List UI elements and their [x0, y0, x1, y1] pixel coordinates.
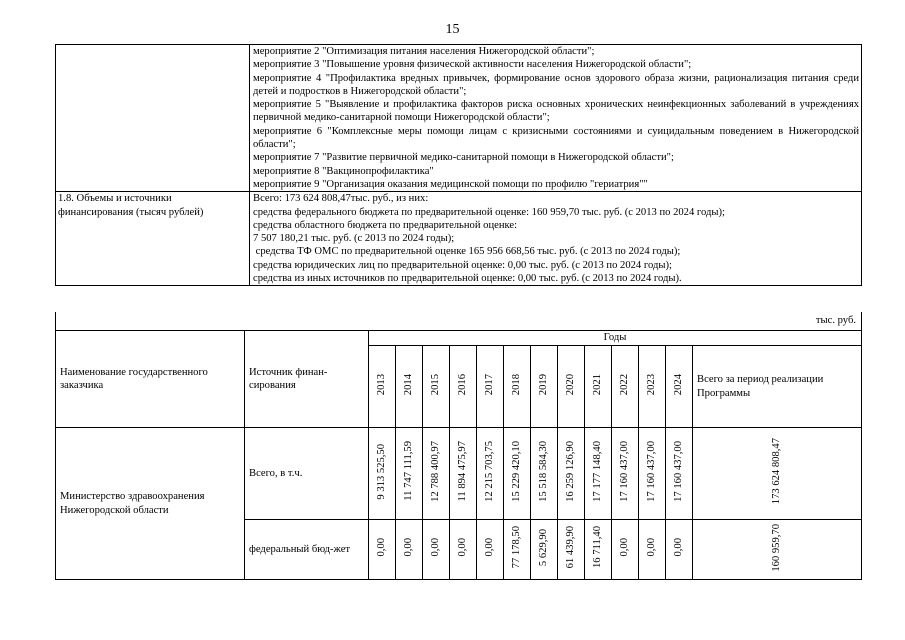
measure-line: мероприятие 5 "Выявление и профилактика факторов риска основных хронических неинфекционных заболеваний в учреждениях первичной медико-санитарной помощи Нижегородской области"; — [253, 99, 859, 124]
measure-line: мероприятие 4 "Профилактика вредных привычек, формирование основ здорового образа жизни, рационализация питания среди детей и подростков в Нижегородской области"; — [253, 72, 859, 97]
total-value: 173 624 808,47 — [771, 438, 782, 505]
funding-label: финансирования (тысяч рублей) — [58, 206, 204, 218]
source-header: Источник финан-сирования — [245, 331, 369, 428]
year-header: 2022 — [612, 346, 639, 428]
finance-table — [55, 312, 862, 580]
value-cell: 16 711,40 — [592, 526, 603, 569]
funding-line: 7 507 180,21 тыс. руб. (с 2013 по 2024 годы); — [253, 233, 455, 245]
measures-label-cell — [56, 45, 250, 192]
measures-cell — [250, 45, 862, 192]
value-cell: 0,00 — [403, 538, 414, 557]
total-header: Всего за период реализации Программы — [693, 346, 862, 428]
customer-name: Министерство здравоохранения Нижегородской области — [56, 428, 245, 580]
funding-cell — [250, 192, 862, 286]
measures-row — [56, 45, 862, 192]
year-header: 2017 — [477, 346, 504, 428]
value-cell: 0,00 — [457, 538, 468, 557]
value-cell: 12 215 703,75 — [484, 440, 495, 502]
value-cell: 12 788 400,97 — [430, 440, 441, 502]
year-header: 2016 — [450, 346, 477, 428]
year-header: 2019 — [531, 346, 558, 428]
value-cell: 17 160 437,00 — [646, 440, 657, 502]
year-header: 2024 — [666, 346, 693, 428]
funding-line: средства из иных источников по предварительной оценке: 0,00 тыс. руб. (с 2013 по 2024 годы). — [253, 273, 682, 285]
total-value: 160 959,70 — [771, 523, 782, 572]
value-cell: 0,00 — [673, 538, 684, 557]
year-header: 2020 — [558, 346, 585, 428]
value-cell: 16 259 126,90 — [565, 440, 576, 502]
passport-table — [55, 44, 862, 286]
measure-line: мероприятие 6 "Комплексные меры помощи лицам с кризисными состояниями и суицидальным поведением в Нижегородской области"; — [253, 125, 859, 151]
value-cell: 61 439,90 — [565, 526, 576, 569]
measure-line: мероприятие 9 "Организация оказания медицинской помощи по профилю "гериатрия"" — [253, 178, 648, 190]
years-header: Годы — [369, 331, 862, 346]
value-cell: 0,00 — [430, 538, 441, 557]
value-cell: 17 177 148,40 — [592, 440, 603, 502]
funding-label-cell — [56, 192, 250, 286]
source-label: федеральный бюд-жет — [245, 520, 369, 580]
value-cell: 0,00 — [376, 538, 387, 557]
value-cell: 0,00 — [646, 538, 657, 557]
measure-line: мероприятие 2 "Оптимизация питания населения Нижегородской области"; — [253, 46, 595, 57]
year-header: 2014 — [396, 346, 423, 428]
value-cell: 11 894 475,97 — [457, 441, 468, 502]
page-number: 15 — [445, 22, 460, 37]
funding-line: средства областного бюджета по предварительной оценке: — [253, 219, 518, 231]
year-header: 2021 — [585, 346, 612, 428]
value-cell: 77 178,50 — [511, 526, 522, 569]
value-cell: 17 160 437,00 — [673, 440, 684, 502]
funding-line: Всего: 173 624 808,47тыс. руб., из них: — [253, 193, 429, 205]
value-cell: 5 629,90 — [538, 528, 549, 566]
value-cell: 0,00 — [484, 538, 495, 557]
year-header: 2023 — [639, 346, 666, 428]
year-header: 2013 — [369, 346, 396, 428]
measure-line: мероприятие 3 "Повышение уровня физической активности населения Нижегородской области"; — [253, 59, 692, 71]
year-header: 2018 — [504, 346, 531, 428]
funding-row — [56, 192, 862, 286]
unit-label: тыс. руб. — [56, 312, 862, 331]
funding-line: средства федерального бюджета по предварительной оценке: 160 959,70 тыс. руб. (с 2013 по 2024 годы); — [253, 206, 725, 218]
value-cell: 15 229 420,10 — [511, 440, 522, 502]
year-header: 2015 — [423, 346, 450, 428]
measure-line: мероприятие 8 "Вакцинопрофилактика" — [253, 165, 434, 177]
customer-header: Наименование государственного заказчика — [56, 331, 245, 428]
value-cell: 11 747 111,59 — [403, 441, 414, 502]
value-cell: 15 518 584,30 — [538, 440, 549, 502]
measure-line: мероприятие 7 "Развитие первичной медико-санитарной помощи в Нижегородской области"; — [253, 152, 674, 164]
value-cell: 0,00 — [619, 538, 630, 557]
funding-line: средства юридических лиц по предварительной оценке: 0,00 тыс. руб. (с 2013 по 2024 годы); — [253, 259, 672, 271]
funding-line: средства ТФ ОМС по предварительной оценке 165 956 668,56 тыс. руб. (с 2013 по 2024 годы); — [253, 246, 681, 258]
funding-label: 1.8. Объемы и источники — [58, 193, 172, 205]
value-cell: 9 313 525,50 — [376, 443, 387, 500]
value-cell: 17 160 437,00 — [619, 440, 630, 502]
source-label: Всего, в т.ч. — [245, 428, 369, 520]
